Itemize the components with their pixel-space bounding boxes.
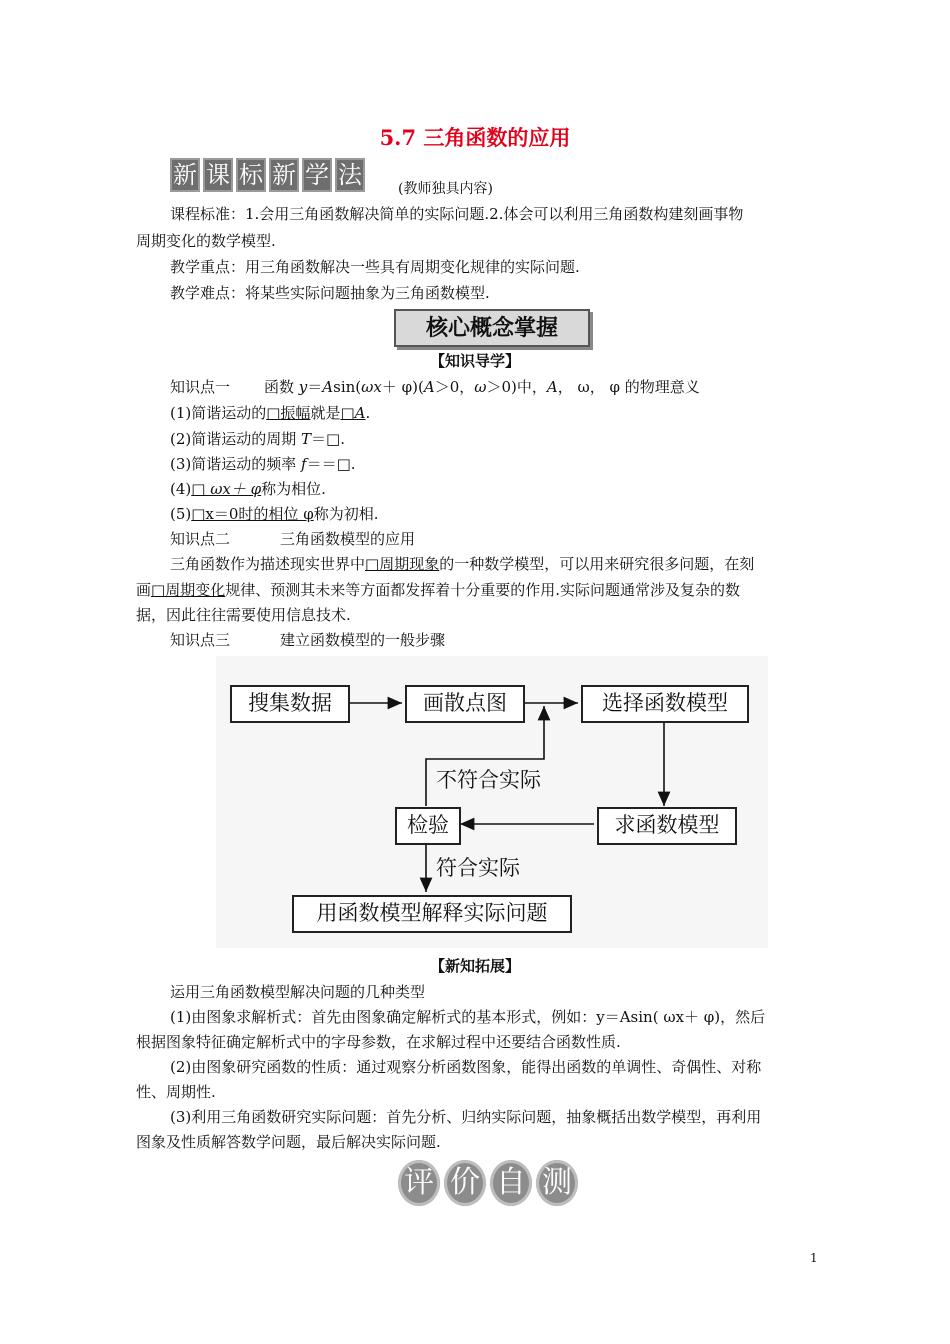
step-scatter-plot: 画散点图 — [405, 685, 525, 723]
kp2-text: 三角函数模型的应用 — [280, 530, 416, 548]
kp1-item-1 — [170, 402, 370, 424]
item-text: ＝＝□. — [306, 455, 356, 473]
banner-char: 标 — [236, 158, 266, 192]
extension-p1-line-1: (1)由图象求解析式：首先由图象确定解析式的基本形式，例如：y＝Asin( ωx＋ φ)，然后 — [170, 1008, 766, 1026]
kp1-text: ， ω， φ 的物理意义 — [557, 378, 700, 396]
standard-line-2: 周期变化的数学模型. — [136, 232, 276, 250]
page-number: 1 — [810, 1251, 818, 1265]
kp1-item-2 — [170, 428, 345, 450]
kp1-text: 函数 — [264, 378, 299, 396]
step-solve-model: 求函数模型 — [597, 807, 737, 845]
fill-blank: □周期变化 — [151, 581, 226, 599]
eval-char: 自 — [490, 1160, 532, 1206]
para-text: 画 — [136, 581, 152, 599]
fill-blank: □振幅 — [266, 404, 311, 422]
eval-char: 价 — [444, 1160, 486, 1206]
standard-line-1: 课程标准：1.会用三角函数解决简单的实际问题.2.体会可以利用三角函数构建刻画事物 — [170, 205, 744, 223]
knowledge-point-3 — [170, 629, 445, 651]
banner-char: 新 — [170, 158, 200, 192]
label-not-fit: 不符合实际 — [436, 768, 541, 792]
extension-p3-line-2: 图象及性质解答数学问题，最后解决实际问题. — [136, 1133, 441, 1151]
para-text: 规律、预测其未来等方面都发挥着十分重要的作用.实际问题通常涉及复杂的数 — [225, 581, 740, 599]
banner-char: 课 — [203, 158, 233, 192]
extension-intro: 运用三角函数模型解决问题的几种类型 — [170, 983, 426, 1001]
self-evaluation-banner — [398, 1160, 578, 1206]
item-text: (2)简谐运动的周期 — [170, 430, 302, 448]
kp2-para-line-2 — [136, 579, 740, 601]
banner-char: 法 — [335, 158, 365, 192]
kp1-var-omega-x: ωx — [361, 378, 382, 396]
new-curriculum-banner — [170, 158, 365, 192]
kp2-label: 知识点二 — [170, 530, 231, 548]
lesson-title: 5.7 三角函数的应用 — [379, 125, 571, 150]
fill-blank: □周期现象 — [365, 555, 440, 573]
item-var: T — [301, 430, 312, 448]
difficulty: 教学难点：将某些实际问题抽象为三角函数模型. — [170, 284, 490, 302]
kp2-para-line-1 — [170, 553, 754, 575]
blank-var: A — [354, 404, 366, 422]
kp1-var-omega: ω — [474, 378, 487, 396]
extension-p2-line-1: (2)由图象研究函数的性质：通过观察分析函数图象，能得出函数的单调性、奇偶性、对称 — [170, 1058, 762, 1076]
label-fit: 符合实际 — [436, 856, 520, 880]
kp1-label: 知识点一 — [170, 378, 231, 396]
core-concept-banner: 核心概念掌握 — [394, 309, 590, 347]
kp2-para-line-3: 据，因此往往需要使用信息技术. — [136, 606, 351, 624]
item-text: (4) — [170, 480, 192, 498]
kp1-text: ＝ — [307, 378, 323, 396]
key-point: 教学重点：用三角函数解决一些具有周期变化规律的实际问题. — [170, 258, 580, 276]
extension-p3-line-1: (3)利用三角函数研究实际问题：首先分析、归纳实际问题，抽象概括出数学模型，再利用 — [170, 1108, 762, 1126]
kp1-text: ＞0)中， — [486, 378, 547, 396]
extension-p2-line-2: 性、周期性. — [136, 1083, 216, 1101]
fill-blank — [340, 404, 365, 422]
banner-char: 新 — [269, 158, 299, 192]
fill-blank: □x＝0时的相位 φ — [191, 505, 314, 523]
extension-heading: 【新知拓展】 — [429, 957, 520, 975]
kp1-item-3 — [170, 453, 356, 475]
kp1-var-y: y — [298, 378, 308, 396]
step-explain: 用函数模型解释实际问题 — [292, 895, 572, 933]
knowledge-point-2 — [170, 528, 415, 550]
banner-char: 学 — [302, 158, 332, 192]
kp1-var-a: A — [546, 378, 558, 396]
kp1-var-a: A — [423, 378, 435, 396]
item-text: . — [365, 404, 371, 422]
item-text: 称为初相. — [313, 505, 379, 523]
eval-char: 评 — [398, 1160, 440, 1206]
kp1-item-5 — [170, 503, 378, 525]
item-text: ＝□. — [311, 430, 345, 448]
modeling-flowchart — [216, 656, 768, 948]
item-text: (1)简谐运动的 — [170, 404, 267, 422]
kp1-var-a: A — [322, 378, 334, 396]
teacher-note: (教师独具内容) — [398, 181, 493, 197]
step-check: 检验 — [395, 807, 461, 845]
step-collect-data: 搜集数据 — [230, 685, 350, 723]
item-text: (5) — [170, 505, 192, 523]
para-text: 三角函数作为描述现实世界中 — [170, 555, 366, 573]
extension-p1-line-2: 根据图象特征确定解析式中的字母参数，在求解过程中还要结合函数性质. — [136, 1033, 621, 1051]
item-text: (3)简谐运动的频率 — [170, 455, 302, 473]
kp3-text: 建立函数模型的一般步骤 — [280, 631, 446, 649]
kp1-text: sin( — [333, 378, 362, 396]
kp1-item-4 — [170, 478, 326, 500]
item-text: 称为相位. — [261, 480, 326, 498]
kp3-label: 知识点三 — [170, 631, 231, 649]
item-text: 就是 — [310, 404, 341, 422]
kp1-text: ＋ φ)( — [381, 378, 424, 396]
fill-blank: □ ωx＋ φ — [191, 480, 262, 498]
guide-heading: 【知识导学】 — [429, 352, 520, 370]
para-text: 的一种数学模型，可以用来研究很多问题，在刻 — [439, 555, 755, 573]
eval-char: 测 — [536, 1160, 578, 1206]
step-choose-model: 选择函数模型 — [581, 685, 749, 723]
blank-box: □ — [340, 404, 355, 422]
kp1-text: ＞0， — [434, 378, 475, 396]
knowledge-point-1 — [170, 376, 700, 398]
item-var: f — [301, 455, 307, 473]
